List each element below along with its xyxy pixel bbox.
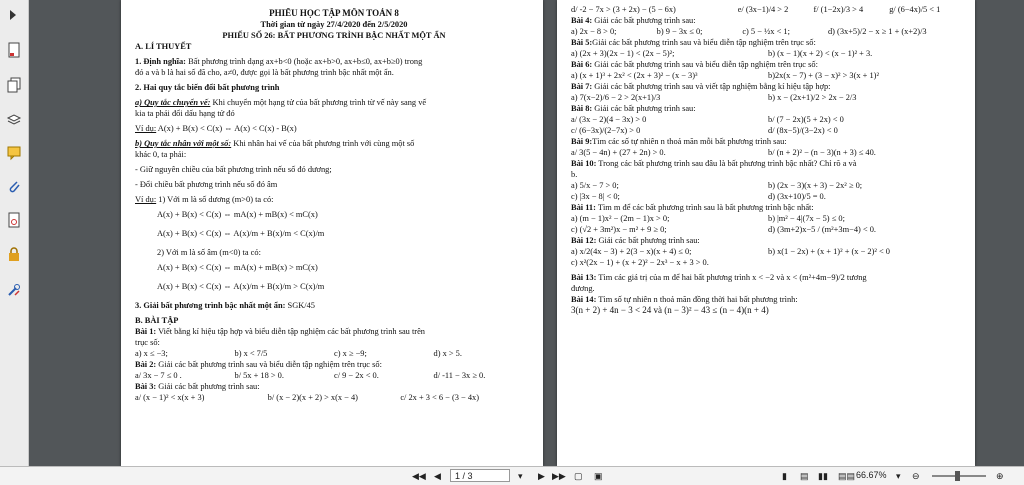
list-item: c/ 2x + 3 < 6 − (3 − 4x) bbox=[400, 393, 480, 402]
list-item: b) (2x − 3)(x + 3) − 2x² ≥ 0; bbox=[768, 181, 863, 190]
exercise-2-heading: Bài 2: Giải các bất phương trình sau và biểu diễn tập nghiệm trên trục số: bbox=[135, 360, 382, 369]
bottom-toolbar bbox=[0, 466, 1024, 485]
list-item: b) x − (2x+1)/2 > 2x − 2/3 bbox=[768, 93, 857, 102]
list-item: a/ (3x − 2)(4 − 3x) > 0 bbox=[571, 115, 647, 124]
pdf-page-1 bbox=[121, 0, 543, 466]
list-item: a) 2x − 8 > 0; bbox=[571, 27, 617, 36]
list-item: c) x ≥ −9; bbox=[334, 349, 367, 358]
exercise-6-items bbox=[571, 70, 965, 81]
exercise-8-items-2 bbox=[571, 125, 965, 136]
document-viewer[interactable] bbox=[29, 0, 1024, 466]
fit-page-icon[interactable]: ▢ bbox=[574, 471, 583, 481]
rules-heading: 2. Hai quy tắc biến đổi bất phương trình bbox=[135, 83, 280, 92]
exercise-1-items bbox=[135, 348, 533, 359]
continuous-view-icon[interactable]: ▤ bbox=[800, 471, 809, 481]
exercise-3-items-cont bbox=[571, 4, 965, 15]
attachment-icon[interactable] bbox=[6, 178, 22, 194]
list-item: d) x > 5. bbox=[433, 349, 462, 358]
definition-line-1: 1. Định nghĩa: Bất phương trình dạng ax+b<0 (hoặc ax+b>0, ax+b≤0, ax+b≥0) trong bbox=[135, 57, 423, 66]
list-item: a) 7(x−2)/6 − 2 > 2(x+1)/3 bbox=[571, 93, 661, 102]
section-a-heading: A. LÍ THUYẾT bbox=[135, 42, 192, 51]
list-item: a) (x + 1)³ + 2x² < (2x + 3)² − (x − 3)³ bbox=[571, 71, 698, 80]
rule-b-negative: - Đổi chiều bất phương trình nếu số đó âm bbox=[135, 180, 278, 189]
layers-icon[interactable] bbox=[6, 112, 22, 128]
comment-icon[interactable] bbox=[6, 145, 22, 161]
exercise-6-heading: Bài 6: Giải các bất phương trình sau và biểu diễn tập nghiệm trên trục số: bbox=[571, 60, 818, 69]
list-item: g/ (6−4x)/5 < 1 bbox=[889, 5, 941, 14]
exercise-10-items-2 bbox=[571, 191, 965, 202]
list-item: d/ (8x−5)/(3−2x) < 0 bbox=[768, 126, 838, 135]
list-item: e/ (3x−1)/4 > 2 bbox=[737, 5, 789, 14]
list-item: a) x/2(4x − 3) + 2(3 − x)(x + 4) ≤ 0; bbox=[571, 247, 692, 256]
exercise-11-items-2 bbox=[571, 224, 965, 235]
example-2: Ví dụ: 1) Với m là số dương (m>0) ta có: bbox=[135, 195, 274, 204]
exercise-1-line-1: Bài 1: Viết bằng kí hiệu tập hợp và biểu diễn tập nghiệm các bất phương trình sau trên bbox=[135, 327, 425, 336]
rule-b-line-1: b) Quy tắc nhân với một số: Khi nhân hai vế của bất phương trình với cùng một số bbox=[135, 139, 415, 148]
zoom-level[interactable]: 66.67% bbox=[856, 470, 887, 480]
exercise-9-heading: Bài 9:Tìm các số tự nhiên n thoả mãn mỗi bất phương trình sau: bbox=[571, 137, 787, 146]
list-item: b) x(1 − 2x) + (x + 1)² + (x − 2)² < 0 bbox=[768, 247, 890, 256]
exercise-13-line-2: đương. bbox=[571, 284, 595, 293]
pdf-page-2 bbox=[557, 0, 975, 466]
example-2-line-4: A(x) + B(x) < C(x) ⇔ A(x)/m + B(x)/m > C(x)/m bbox=[157, 282, 325, 291]
exercise-14-expression: 3(n + 2) + 4n − 3 < 24 và (n − 3)² − 43 ≤ (n − 4)(n + 4) bbox=[571, 305, 769, 315]
exercise-3-heading: Bài 3: Giải các bất phương trình sau: bbox=[135, 382, 260, 391]
definition-line-2: đó a và b là hai số đã cho, a≠0, được gọi là bất phương trình bậc nhất một ẩn. bbox=[135, 68, 394, 77]
list-item: b)2x(x − 7) + (3 − x)² > 3(x + 1)² bbox=[768, 71, 879, 80]
zoom-dropdown-icon[interactable]: ▾ bbox=[896, 471, 901, 481]
exercise-5-heading: Bài 5:Giải các bất phương trình sau và biểu diễn tập nghiệm trên trục số: bbox=[571, 38, 816, 47]
list-item: a) (2x + 3)(2x − 1) < (2x − 5)²; bbox=[571, 49, 675, 58]
worksheet-title: PHIẾU HỌC TẬP MÔN TOÁN 8 bbox=[269, 8, 399, 18]
exercise-12-heading: Bài 12: Giải các bất phương trình sau: bbox=[571, 236, 700, 245]
exercise-1-line-2: trục số: bbox=[135, 338, 160, 347]
list-item: c/ (6−3x)/(2−7x) > 0 bbox=[571, 126, 641, 135]
list-item: d/ -2 − 7x > (3 + 2x) − (5 − 6x) bbox=[571, 5, 676, 14]
list-item: b) |m² − 4|(7x − 5) ≤ 0; bbox=[768, 214, 845, 223]
exercise-13-line-1: Bài 13: Tìm các giá trị của m để hai bất phương trình x < −2 và x < (m²+4m−9)/2 tương bbox=[571, 273, 867, 282]
exercise-8-items-1 bbox=[571, 114, 965, 125]
previous-page-icon[interactable]: ◀ bbox=[434, 471, 441, 481]
exercise-12-items-1 bbox=[571, 246, 965, 257]
list-item: a/ (x − 1)² < x(x + 3) bbox=[135, 393, 205, 402]
list-item: a/ 3x − 7 ≤ 0 . bbox=[135, 371, 182, 380]
exercise-14-heading: Bài 14: Tìm số tự nhiên n thoả mãn đồng thời hai bất phương trình: bbox=[571, 295, 798, 304]
first-page-icon[interactable]: ◀◀ bbox=[412, 471, 426, 481]
exercise-10-items-1 bbox=[571, 180, 965, 191]
page-dropdown-icon[interactable]: ▾ bbox=[518, 471, 523, 481]
exercise-2-items bbox=[135, 370, 533, 381]
zoom-in-icon[interactable]: ⊕ bbox=[996, 471, 1004, 481]
list-item: f/ (1−2x)/3 > 4 bbox=[813, 5, 864, 14]
list-item: b/ (n + 2)² − (n − 3)(n + 3) ≤ 40. bbox=[768, 148, 876, 157]
list-item: c) x²(2x − 1) + (x + 2)² − 2x³ − x + 3 > 0. bbox=[571, 258, 709, 267]
list-item: d/ -11 − 3x ≥ 0. bbox=[433, 371, 486, 380]
list-item: b) 9 − 3x ≤ 0; bbox=[656, 27, 703, 36]
solve-heading: 3. Giải bất phương trình bậc nhất một ẩn: SGK/45 bbox=[135, 301, 315, 310]
lock-icon[interactable] bbox=[6, 246, 22, 262]
exercise-3-items bbox=[135, 392, 533, 403]
exercise-4-heading: Bài 4: Giải các bất phương trình sau: bbox=[571, 16, 696, 25]
exercise-10-line-2: b. bbox=[571, 170, 578, 179]
example-2-line-2: A(x) + B(x) < C(x) ⇔ A(x)/m + B(x)/m < C(x)/m bbox=[157, 229, 325, 238]
list-item: b/ (7 − 2x)(5 + 2x) < 0 bbox=[768, 115, 844, 124]
example-1: Ví dụ: A(x) + B(x) < C(x) ⇔ A(x) < C(x) - B(x) bbox=[135, 124, 297, 133]
list-item: a) (m − 1)x² − (2m − 1)x > 0; bbox=[571, 214, 670, 223]
rule-b-line-2: khác 0, ta phải: bbox=[135, 150, 187, 159]
signature-icon[interactable] bbox=[6, 212, 22, 228]
list-item: d) (3m+2)x−5 / (m²+3m−4) < 0. bbox=[768, 225, 877, 234]
exercise-9-items bbox=[571, 147, 965, 158]
exercise-7-heading: Bài 7: Giải các bất phương trình sau và viết tập nghiệm bằng kí hiệu tập hợp: bbox=[571, 82, 831, 91]
fit-width-icon[interactable]: ▣ bbox=[594, 471, 603, 481]
expand-arrow-icon[interactable] bbox=[10, 10, 16, 20]
exercise-10-line-1: Bài 10: Trong các bất phương trình sau đâu là bất phương trình bậc nhất? Chỉ rõ a và bbox=[571, 159, 857, 168]
list-item: b/ 5x + 18 > 0. bbox=[234, 371, 284, 380]
date-range: Thời gian từ ngày 27/4/2020 đến 2/5/2020 bbox=[260, 20, 408, 29]
list-item: a/ 3(5 − 4n) + (27 + 2n) > 0. bbox=[571, 148, 666, 157]
list-item: b) (x − 1)(x + 2) < (x − 1)² + 3. bbox=[768, 49, 873, 58]
list-item: c/ 9 − 2x < 0. bbox=[334, 371, 379, 380]
list-item: d) (3x+10)/5 = 0. bbox=[768, 192, 826, 201]
zoom-slider-handle[interactable] bbox=[955, 471, 960, 481]
rule-a-line-2: kia ta phải đổi dấu hạng tử đó bbox=[135, 109, 235, 118]
exercise-11-heading: Bài 11: Tìm m để các bất phương trình sau là bất phương trình bậc nhất: bbox=[571, 203, 814, 212]
list-item: c) |3x − 8| < 0; bbox=[571, 192, 620, 201]
rule-b-positive: - Giữ nguyên chiều của bất phương trình nếu số đó dương; bbox=[135, 165, 332, 174]
list-item: b/ (x − 2)(x + 2) > x(x − 4) bbox=[267, 393, 358, 402]
single-page-view-icon[interactable]: ▮ bbox=[782, 471, 787, 481]
two-page-continuous-icon[interactable]: ▤▤ bbox=[838, 471, 856, 481]
exercise-7-items bbox=[571, 92, 965, 103]
example-2-line-3: A(x) + B(x) < C(x) ⇔ mA(x) + mB(x) > mC(x) bbox=[157, 263, 318, 272]
list-item: d) (3x+5)/2 − x ≥ 1 + (x+2)/3 bbox=[827, 27, 927, 36]
exercise-11-items-1 bbox=[571, 213, 965, 224]
list-item: a) 5/x − 7 > 0; bbox=[571, 181, 619, 190]
list-item: c) 5 − ½x < 1; bbox=[742, 27, 790, 36]
exercise-8-heading: Bài 8: Giải các bất phương trình sau: bbox=[571, 104, 696, 113]
zoom-out-icon[interactable]: ⊖ bbox=[912, 471, 920, 481]
rule-a-line-1: a) Quy tắc chuyển vế: Khi chuyển một hạng tử của bất phương trình từ vế này sang vế bbox=[135, 98, 427, 107]
list-item: a) x ≤ −3; bbox=[135, 349, 168, 358]
section-b-heading: B. BÀI TẬP bbox=[135, 316, 179, 325]
page-number-input[interactable]: 1 / 3 bbox=[450, 469, 510, 482]
example-2-line-1: A(x) + B(x) < C(x) ⇔ mA(x) + mB(x) < mC(x) bbox=[157, 210, 318, 219]
tools-icon[interactable] bbox=[6, 282, 22, 298]
example-2-negative: 2) Với m là số âm (m<0) ta có: bbox=[157, 248, 261, 257]
page-icon[interactable] bbox=[6, 42, 22, 58]
worksheet-subtitle: PHIẾU SỐ 26: BẤT PHƯƠNG TRÌNH BẬC NHẤT MỘT ẨN bbox=[222, 31, 446, 40]
two-page-view-icon[interactable]: ▮▮ bbox=[818, 471, 828, 481]
left-sidebar bbox=[0, 0, 29, 466]
exercise-5-items bbox=[571, 48, 965, 59]
next-page-icon[interactable]: ▶ bbox=[538, 471, 545, 481]
last-page-icon[interactable]: ▶▶ bbox=[552, 471, 566, 481]
list-item: b) x < 7/5 bbox=[234, 349, 268, 358]
pages-icon[interactable] bbox=[6, 77, 22, 93]
exercise-4-items bbox=[571, 26, 965, 37]
list-item: c) (√2 + 3m²)x − m² + 9 ≥ 0; bbox=[571, 225, 667, 234]
